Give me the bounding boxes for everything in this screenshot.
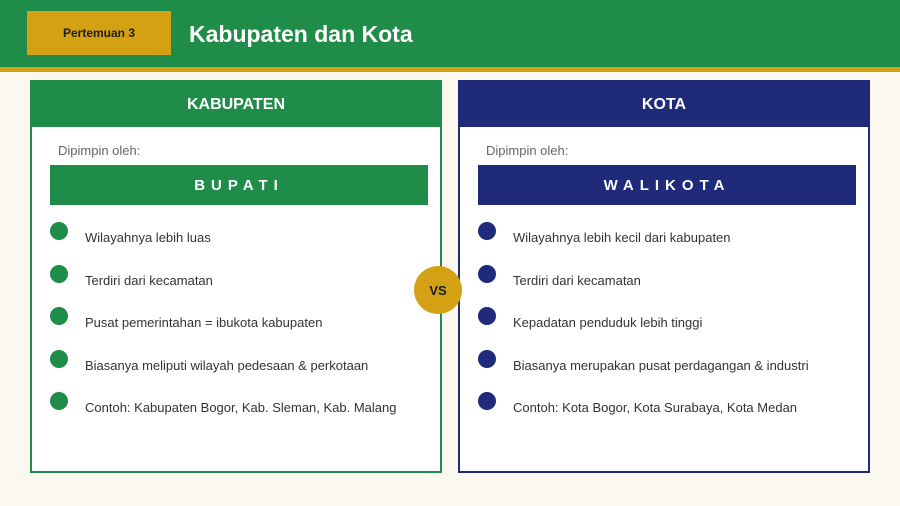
page-title: Kabupaten dan Kota: [189, 21, 413, 47]
kabupaten-leader: BUPATI: [50, 165, 428, 205]
list-item-text: Biasanya meliputi wilayah pedesaan & perkotaan: [85, 357, 369, 373]
list-item-text: Terdiri dari kecamatan: [513, 272, 641, 288]
vs-badge: VS: [414, 266, 462, 314]
kabupaten-led-label: Dipimpin oleh:: [58, 143, 141, 158]
kota-leader: WALIKOTA: [478, 165, 856, 205]
bullet-dot-icon: [478, 392, 496, 410]
bullet-dot-icon: [50, 350, 68, 368]
bullet-dot-icon: [50, 222, 68, 240]
list-item-text: Terdiri dari kecamatan: [85, 272, 213, 288]
list-item-text: Pusat pemerintahan = ibukota kabupaten: [85, 315, 323, 330]
bullet-dot-icon: [478, 307, 496, 325]
session-badge: Pertemuan 3: [27, 11, 171, 55]
bullet-dot-icon: [50, 392, 68, 410]
bullet-dot-icon: [50, 265, 68, 283]
kota-heading: KOTA: [460, 82, 868, 127]
kabupaten-heading: KABUPATEN: [32, 82, 440, 127]
kota-card: [458, 80, 870, 473]
list-item-text: Biasanya merupakan pusat perdagangan & industri: [513, 357, 809, 373]
list-item-text: Wilayahnya lebih luas: [85, 230, 211, 245]
list-item-text: Contoh: Kota Bogor, Kota Surabaya, Kota Medan: [513, 400, 798, 415]
bullet-dot-icon: [50, 307, 68, 325]
list-item-text: Contoh: Kabupaten Bogor, Kab. Sleman, Kab. Malang: [85, 400, 397, 415]
list-item-text: Wilayahnya lebih kecil dari kabupaten: [513, 230, 731, 245]
header-stripe: [0, 67, 900, 72]
bullet-dot-icon: [478, 222, 496, 240]
list-item-text: Kepadatan penduduk lebih tinggi: [513, 315, 703, 330]
kabupaten-card: [30, 80, 442, 473]
bullet-dot-icon: [478, 350, 496, 368]
kota-led-label: Dipimpin oleh:: [486, 143, 569, 158]
bullet-dot-icon: [478, 265, 496, 283]
